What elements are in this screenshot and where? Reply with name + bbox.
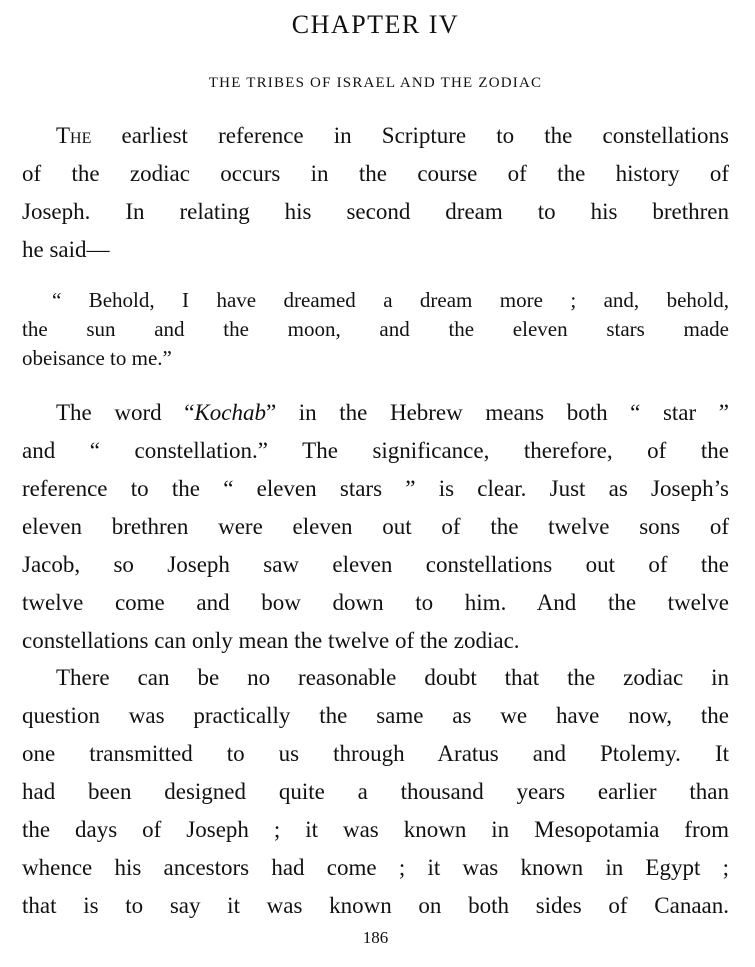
paragraph-line: one transmitted to us through Aratus and Ptolemy. It (22, 741, 729, 766)
paragraph-3 (22, 659, 729, 925)
paragraph-line: and “ constellation.” The significance, therefore, of the (22, 438, 729, 463)
book-page (22, 0, 729, 967)
chapter-title: CHAPTER IV (291, 10, 460, 39)
paragraph-line: of the zodiac occurs in the course of the history of (22, 161, 729, 186)
drop-word: The (56, 123, 92, 148)
hebrew-word: Kochab (194, 400, 266, 425)
paragraph-line: Joseph. In relating his second dream to his brethren (22, 199, 729, 224)
quote-line: obeisance to me.” (22, 346, 172, 370)
paragraph-line: There can be no reasonable doubt that the zodiac in (56, 665, 729, 690)
paragraph-line: had been designed quite a thousand years earlier than (22, 779, 729, 804)
paragraph-line: whence his ancestors had come ; it was known in Egypt ; (22, 855, 729, 880)
paragraph-line: twelve come and bow down to him. And the twelve (22, 590, 729, 615)
block-quote (22, 286, 729, 373)
quote-line: “ Behold, I have dreamed a dream more ; and, behold, (52, 288, 729, 312)
paragraph-line: The word “Kochab” in the Hebrew means both “ star ” (56, 400, 729, 425)
paragraph-line: Jacob, so Joseph saw eleven constellations out of the (22, 552, 729, 577)
page-number: 186 (362, 928, 389, 947)
paragraph-line: The earliest reference in Scripture to the constellations (56, 123, 729, 148)
paragraph-1 (22, 117, 729, 269)
quote-line: the sun and the moon, and the eleven stars made (22, 317, 729, 341)
paragraph-line: constellations can only mean the twelve of the zodiac. (22, 628, 520, 653)
paragraph-line: the days of Joseph ; it was known in Mesopotamia from (22, 817, 729, 842)
paragraph-line: he said— (22, 237, 110, 262)
paragraph-line: eleven brethren were eleven out of the twelve sons of (22, 514, 729, 539)
paragraph-line: reference to the “ eleven stars ” is clear. Just as Joseph’s (22, 476, 729, 501)
chapter-subtitle: THE TRIBES OF ISRAEL AND THE ZODIAC (208, 75, 543, 91)
paragraph-2 (22, 394, 729, 660)
paragraph-line: that is to say it was known on both sides of Canaan. (22, 893, 729, 918)
paragraph-line: question was practically the same as we have now, the (22, 703, 729, 728)
